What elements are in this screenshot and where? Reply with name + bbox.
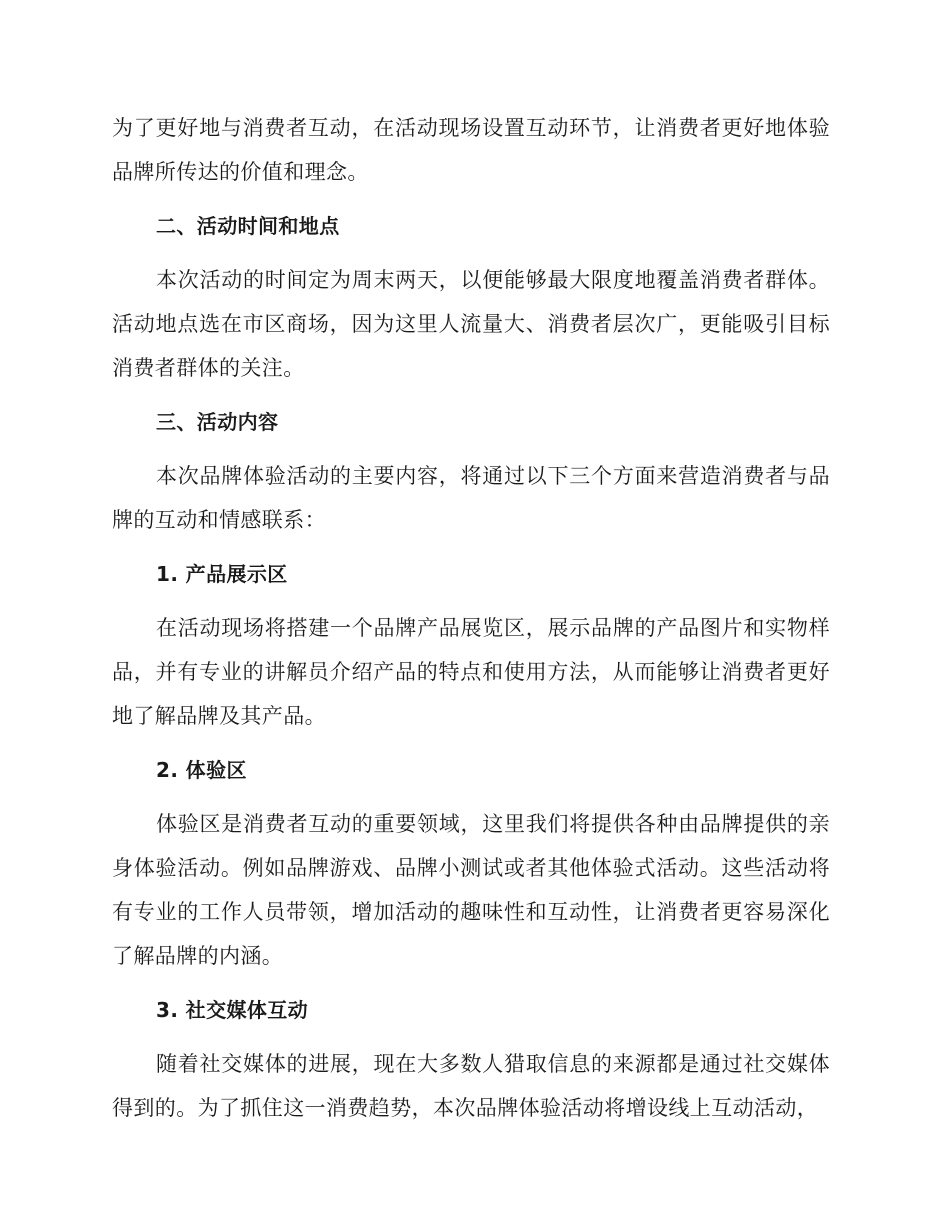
subheading-social-media: 3. 社交媒体互动 (156, 998, 309, 1022)
spacer (112, 542, 830, 552)
spacer (112, 738, 830, 748)
spacer (112, 1032, 830, 1042)
subheading-product-display: 1. 产品展示区 (156, 562, 288, 586)
spacer (112, 248, 830, 258)
spacer (112, 390, 830, 400)
paragraph-time-location: 本次活动的时间定为周末两天，以便能够最大限度地覆盖消费者群体。活动地点选在市区商场，因为这里人流量大、消费者层次广，更能吸引目标消费者群体的关注。 (112, 268, 830, 380)
section-heading-time-location: 二、活动时间和地点 (156, 214, 340, 238)
spacer (112, 194, 830, 204)
spacer (112, 792, 830, 802)
paragraph-intro-continuation: 为了更好地与消费者互动，在活动现场设置互动环节，让消费者更好地体验品牌所传达的价值和理念。 (112, 116, 830, 184)
spacer (112, 978, 830, 988)
spacer (112, 444, 830, 454)
paragraph-social-media: 随着社交媒体的进展，现在大多数人猎取信息的来源都是通过社交媒体得到的。为了抓住这一消费趋势，本次品牌体验活动将增设线上互动活动， (112, 1052, 830, 1120)
paragraph-content-intro: 本次品牌体验活动的主要内容，将通过以下三个方面来营造消费者与品牌的互动和情感联系： (112, 464, 830, 532)
paragraph-product-display: 在活动现场将搭建一个品牌产品展览区，展示品牌的产品图片和实物样品，并有专业的讲解员介绍产品的特点和使用方法，从而能够让消费者更好地了解品牌及其产品。 (112, 616, 830, 728)
document-page (112, 106, 830, 1130)
spacer (112, 596, 830, 606)
subheading-experience-area: 2. 体验区 (156, 758, 247, 782)
paragraph-experience-area: 体验区是消费者互动的重要领域，这里我们将提供各种由品牌提供的亲身体验活动。例如品牌游戏、品牌小测试或者其他体验式活动。这些活动将有专业的工作人员带领，增加活动的趣味性和互动性，让消费者更容易深化了解品牌的内涵。 (112, 812, 830, 968)
section-heading-content: 三、活动内容 (156, 410, 279, 434)
